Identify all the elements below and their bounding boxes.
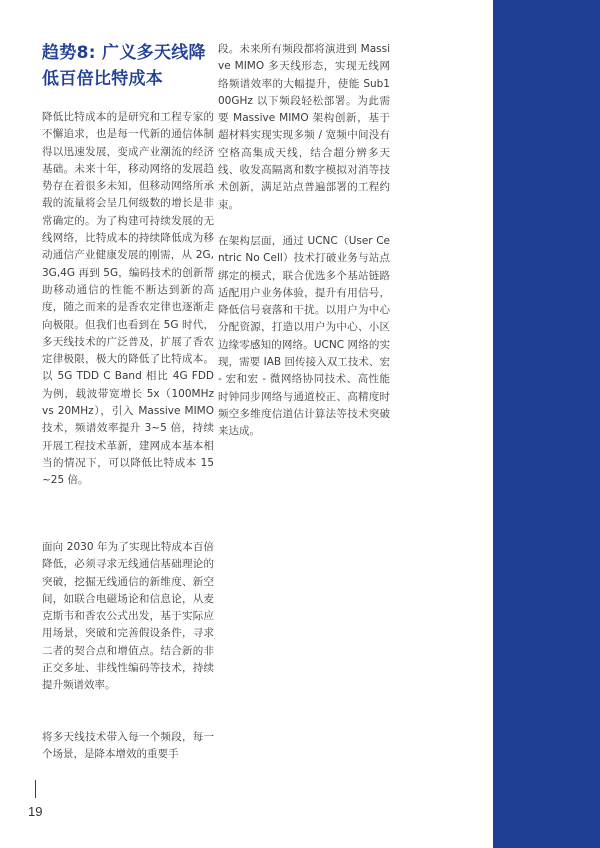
paragraph-ucnc-architecture: 在架构层面，通过 UCNC（User Centric No Cell）技术打破业务与站点绑定的模式，联合优选多个基站链路适配用户业务体验，提升有用信号，降低信号衰落和干扰。以用户为中心分配资源，打造以用户为中心、小区边缘零感知的网络。UCNC 网络的实现，需要 IAB 回传接入双工技术、宏 - 宏和宏 - 微网络协同技术、高性能时钟同步网络与通道校正、高精度时频空多维度信道估计算法等技术突破来达成。 — [218, 235, 390, 438]
paragraph-multi-antenna-intro: 将多天线技术带入每一个频段，每一个场景，是降本增效的重要手 — [42, 731, 214, 761]
paragraph-massive-mimo: 段。未来所有频段都将演进到 Massive MIMO 多天线形态，实现无线网络频谱效率的大幅提升，使能 Sub100GHz 以下频段轻松部署。为此需要 Massive MIMO 架构创新，基于超材料实现实现多频 / 宽频中间没有空格高集成天线，结合超分辨多天线、收发高隔离和数字模拟对消等技术创新，满足站点普遍部署的工程约束。 — [218, 43, 390, 211]
paragraph-2030-outlook: 面向 2030 年为了实现比特成本百倍降低，必须寻求无线通信基础理论的突破，挖掘无线通信的新维度、新空间，如联合电磁场论和信息论，从麦克斯韦和香农公式出发，基于实际应用场景，突破和完善假设条件，寻求二者的契合点和增值点。结合新的非正交多址、非线性编码等技术，持续提升频谱效率。 — [42, 541, 214, 692]
page-number-marker — [35, 780, 36, 798]
section-title: 趋势8: 广义多天线降低百倍比特成本 — [42, 43, 206, 89]
page-number: 19 — [28, 804, 43, 819]
paragraph-bit-cost-background: 降低比特成本的是研究和工程专家的不懈追求，也是每一代新的通信体制得以迅速发展，变成产业潮流的经济基础。未来十年，移动网络的发展趋势存在着很多未知，但移动网络所承载的流量将会呈几何级数的增长是非常确定的。为了构建可持续发展的无线网络，比特成本的持续降低成为移动通信产业健康发展的刚需，从 2G,3G,4G 再到 5G，编码技术的创新帮助移动通信的性能不断达到新的高度，随之而来的是香农定律也逐渐走向极限。但我们也看到在 5G 时代，多天线技术的广泛普及，扩展了香农定律极限，极大的降低了比特成本。以 5G TDD C Band 相比 4G FDD 为例，载波带宽增长 5x（100MHz vs 20MHz），引入 Massive MIMO 技术，频谱效率提升 3~5 倍，持续开展工程技术革新，建网成本基本相当的情况下，可以降低比特成本 15~25 倍。 — [42, 111, 214, 487]
side-color-band — [493, 0, 600, 848]
